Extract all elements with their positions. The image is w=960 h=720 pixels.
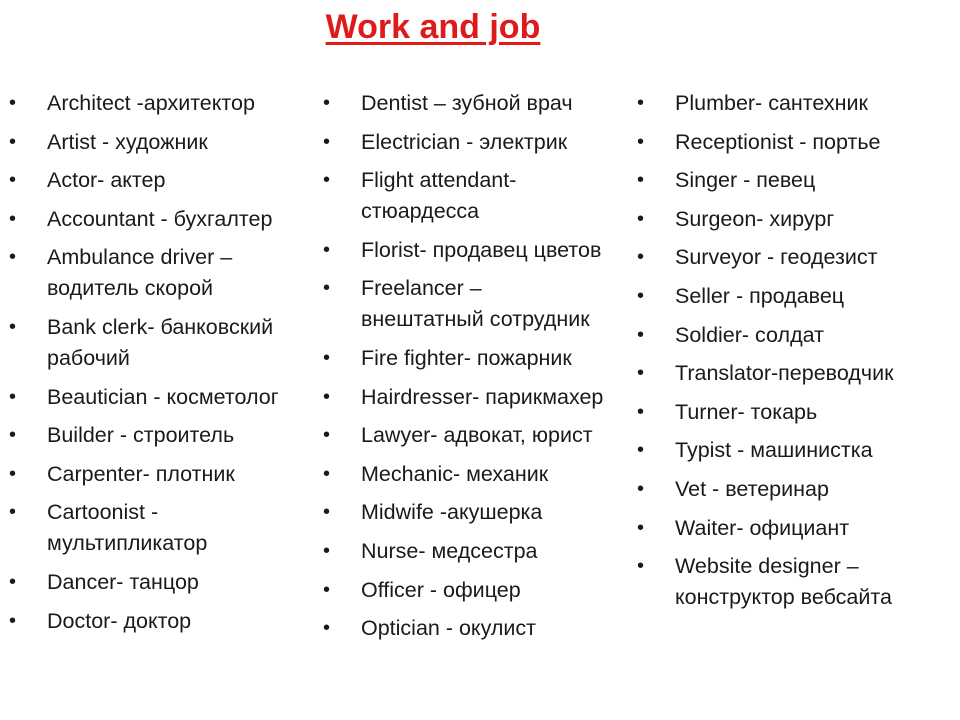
list-item-text: Florist- продавец цветов (361, 237, 602, 262)
bullet-dot-icon: • (637, 477, 645, 500)
list-item-text: рабочий (47, 345, 130, 370)
list-item (323, 382, 603, 413)
list-item-text: Architect -архитектор (47, 91, 255, 115)
bullet-dot-icon: • (9, 92, 17, 114)
list-item (9, 312, 279, 374)
list-item-text: Lawyer- адвокат, юрист (361, 423, 593, 448)
bullet-dot-icon: • (323, 277, 331, 300)
list-item (323, 235, 603, 266)
list-item-text: Singer - певец (675, 168, 816, 193)
bullet-dot-icon: • (323, 130, 331, 153)
bullet-dot-icon: • (323, 169, 331, 192)
list-item (9, 497, 279, 559)
list-item-text: Surveyor - геодезист (675, 245, 878, 270)
list-item-text: Artist - художник (47, 129, 208, 154)
bullet-dot-icon: • (9, 130, 17, 153)
bullet-dot-icon: • (323, 238, 331, 261)
list-item-text: водитель скорой (47, 276, 214, 301)
bullet-dot-icon: • (637, 439, 645, 462)
bullet-dot-icon: • (323, 346, 331, 369)
list-item-text: Flight attendant- (361, 168, 517, 193)
list-item (9, 88, 279, 119)
bullet-dot-icon: • (637, 284, 645, 307)
list-item-text: Fire fighter- пожарник (361, 345, 572, 370)
list-item (637, 358, 894, 389)
list-item (323, 497, 603, 528)
list-item (9, 242, 279, 304)
list-item-text: Beautician - косметолог (47, 384, 279, 409)
list-item (637, 204, 894, 235)
bullet-dot-icon: • (637, 362, 645, 385)
bullet-dot-icon: • (9, 570, 17, 593)
list-item (9, 420, 279, 451)
bullet-dot-icon: • (323, 424, 331, 447)
bullet-dot-icon: • (9, 169, 17, 192)
list-item-text: Soldier- солдат (675, 322, 824, 347)
list-item-text: Typist - машинистка (675, 438, 873, 463)
list-item (637, 281, 894, 312)
bullet-dot-icon: • (637, 555, 645, 578)
list-item-text: Seller - продавец (675, 283, 845, 308)
list-item-text: Ambulance driver – (47, 245, 233, 270)
list-item (323, 459, 603, 490)
list-item-text: Officer - офицер (361, 577, 521, 602)
list-item-text: Carpenter- плотник (47, 461, 235, 486)
bullet-dot-icon: • (9, 207, 17, 230)
bullet-dot-icon: • (323, 501, 331, 524)
bullet-dot-icon: • (323, 539, 331, 562)
list-item (323, 127, 603, 158)
list-item-text: Mechanic- механик (361, 461, 549, 486)
list-item-text: Midwife -акушерка (361, 500, 543, 525)
list-item-text: конструктор вебсайта (675, 585, 892, 610)
word-list-column-2 (323, 88, 603, 652)
list-item-text: Dentist – зубной врач (361, 91, 573, 115)
list-item-text: Electrician - электрик (361, 129, 568, 154)
bullet-dot-icon: • (323, 578, 331, 601)
list-item (9, 382, 279, 413)
bullet-dot-icon: • (637, 516, 645, 539)
list-item (323, 343, 603, 374)
bullet-dot-icon: • (637, 169, 645, 192)
list-item (323, 613, 603, 644)
list-item (637, 551, 894, 613)
list-item-text: Website designer – (675, 554, 859, 579)
word-list-column-1 (9, 88, 279, 644)
list-item-text: Freelancer – (361, 276, 482, 301)
bullet-dot-icon: • (9, 424, 17, 447)
list-item-text: Builder - строитель (47, 423, 235, 448)
list-item-text: Doctor- доктор (47, 608, 192, 633)
list-item (637, 88, 894, 119)
bullet-dot-icon: • (637, 400, 645, 423)
list-item-text: Actor- актер (47, 168, 166, 193)
bullet-dot-icon: • (9, 462, 17, 485)
bullet-dot-icon: • (9, 501, 17, 524)
list-item-text: Surgeon- хирург (675, 206, 835, 231)
bullet-dot-icon: • (9, 385, 17, 408)
bullet-dot-icon: • (323, 462, 331, 485)
list-item (637, 320, 894, 351)
bullet-dot-icon: • (637, 92, 645, 114)
list-item (637, 242, 894, 273)
list-item (9, 204, 279, 235)
list-item-text: Optician - окулист (361, 616, 537, 641)
bullet-dot-icon: • (637, 246, 645, 269)
bullet-dot-icon: • (9, 246, 17, 269)
list-item-text: Receptionist - портье (675, 129, 881, 154)
list-item (323, 536, 603, 567)
list-item (323, 88, 603, 119)
bullet-dot-icon: • (323, 92, 331, 114)
list-item-text: внештатный сотрудник (361, 307, 590, 332)
bullet-dot-icon: • (637, 323, 645, 346)
page-title: Work and job (325, 8, 541, 46)
list-item-text: Bank clerk- банковский (47, 314, 274, 339)
list-item-text: Plumber- сантехник (675, 91, 868, 115)
list-item (637, 474, 894, 505)
list-item-text: Waiter- официант (675, 515, 850, 540)
list-item (323, 273, 603, 335)
list-item (9, 165, 279, 196)
bullet-dot-icon: • (637, 207, 645, 230)
list-item (9, 567, 279, 598)
list-item-text: мультипликатор (47, 531, 208, 556)
list-item-text: Dancer- танцор (47, 569, 199, 594)
list-item-text: Hairdresser- парикмахер (361, 384, 604, 409)
list-item-text: Cartoonist - (47, 500, 159, 525)
list-item (323, 165, 603, 227)
bullet-dot-icon: • (9, 609, 17, 632)
list-item (9, 127, 279, 158)
word-list-column-3 (637, 88, 894, 621)
list-item (9, 606, 279, 637)
list-item (323, 575, 603, 606)
bullet-dot-icon: • (323, 617, 331, 640)
list-item-text: Accountant - бухгалтер (47, 206, 273, 231)
list-item-text: Nurse- медсестра (361, 538, 538, 563)
bullet-dot-icon: • (9, 315, 17, 338)
bullet-dot-icon: • (323, 385, 331, 408)
list-item (637, 397, 894, 428)
list-item (637, 435, 894, 466)
list-item-text: Translator-переводчик (675, 361, 894, 386)
list-item (323, 420, 603, 451)
list-item (637, 127, 894, 158)
list-item-text: стюардесса (361, 199, 480, 224)
list-item (9, 459, 279, 490)
list-item-text: Vet - ветеринар (675, 476, 829, 501)
list-item (637, 165, 894, 196)
list-item (637, 513, 894, 544)
list-item-text: Turner- токарь (675, 399, 818, 424)
bullet-dot-icon: • (637, 130, 645, 153)
